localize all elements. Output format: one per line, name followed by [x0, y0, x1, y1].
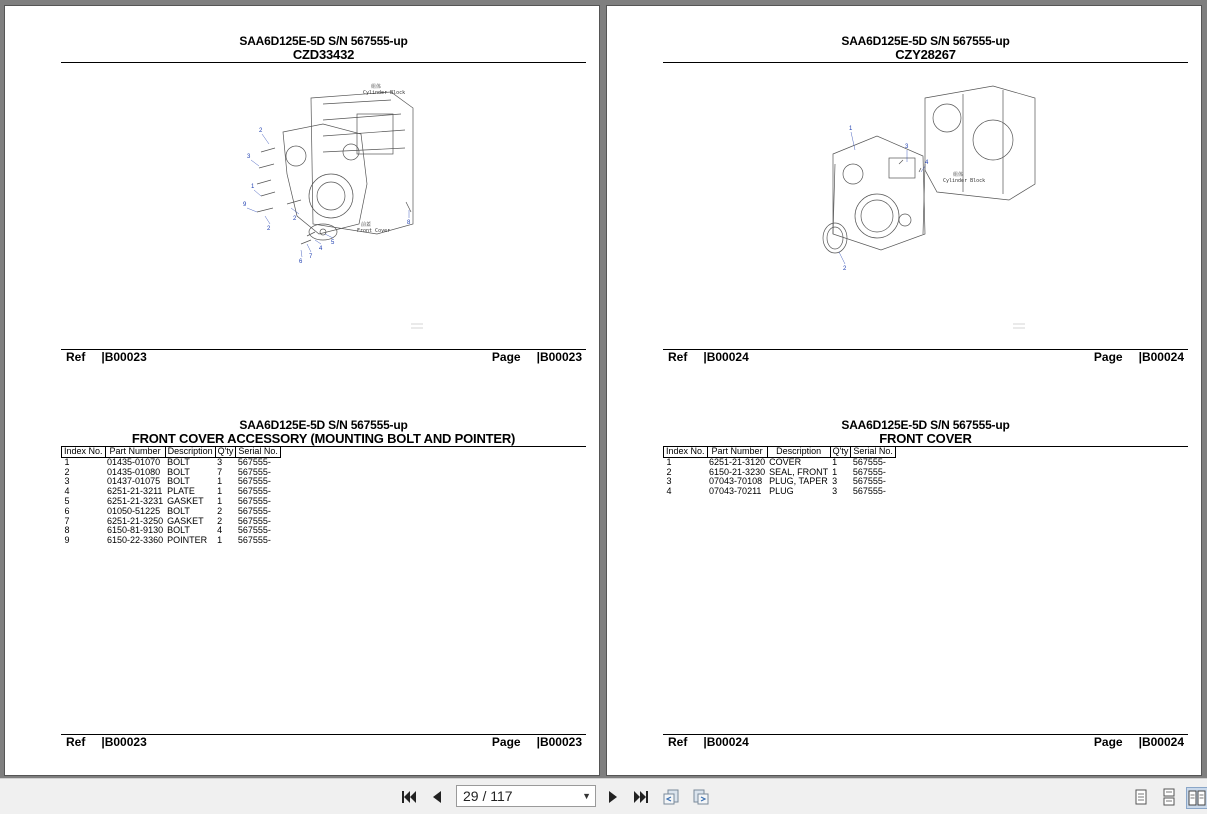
serial-cell: 567555- — [852, 476, 886, 487]
index-cell: 7 — [64, 515, 70, 526]
quantity-cell: 1 — [217, 535, 223, 546]
chevron-down-icon: ▼ — [582, 791, 591, 801]
serial-cell: 567555- — [237, 486, 271, 497]
go-forward-icon — [692, 788, 710, 806]
first-page-icon — [400, 788, 418, 806]
serial-cell: 567555- — [237, 505, 271, 516]
parts-table — [663, 446, 896, 497]
callout-1: 1 — [251, 184, 255, 190]
model-title: SAA6D125E-5D S/N 567555-up — [239, 34, 408, 48]
serial-cell: 567555- — [237, 476, 271, 487]
table-row — [664, 487, 896, 497]
quantity-cell: 2 — [217, 505, 223, 516]
go-forward-button[interactable] — [692, 788, 710, 806]
quantity-cell: 1 — [217, 476, 223, 487]
part-number-cell: 01437-01075 — [107, 476, 161, 487]
page-field: Page |B00024 — [1093, 735, 1184, 749]
description-cell: GASKET — [167, 515, 204, 526]
previous-page-icon — [428, 788, 446, 806]
last-page-icon — [632, 788, 650, 806]
column-header: Part Number — [105, 447, 165, 458]
two-page-view-icon — [1188, 789, 1206, 807]
callout-2c: 2 — [293, 216, 297, 222]
callout-5: 5 — [331, 240, 335, 246]
quantity-cell: 7 — [217, 466, 223, 477]
description-cell: BOLT — [167, 456, 190, 467]
parts-footer — [663, 734, 1188, 750]
part-number-cell: 6150-81-9130 — [107, 525, 164, 536]
callout-8: 8 — [407, 220, 411, 226]
index-cell: 5 — [64, 495, 70, 506]
description-cell: BOLT — [167, 466, 190, 477]
serial-cell: 567555- — [852, 456, 886, 467]
part-number-cell: 6150-22-3360 — [107, 535, 164, 546]
index-cell: 6 — [64, 505, 70, 516]
callout-7: 7 — [309, 254, 313, 260]
column-header: Index No. — [62, 447, 106, 458]
callout-2: 2 — [843, 266, 847, 272]
go-back-icon — [662, 788, 680, 806]
viewer-toolbar — [0, 778, 1207, 814]
parts-model-title: SAA6D125E-5D S/N 567555-up — [841, 418, 1010, 432]
front-cover-label-jp: 前蓋 — [361, 222, 372, 228]
callout-9: 9 — [243, 202, 247, 208]
document-page-left — [4, 5, 600, 776]
description-cell: GASKET — [167, 495, 204, 506]
index-cell: 3 — [666, 476, 672, 487]
single-page-view-icon — [1132, 788, 1150, 806]
page-indicator: 29 / 117 — [463, 788, 513, 804]
diagram-header — [61, 34, 586, 62]
index-cell: 9 — [64, 535, 70, 546]
page-field: Page |B00023 — [491, 350, 582, 364]
quantity-cell: 3 — [217, 456, 223, 467]
illustration-code: CZD33432 — [292, 47, 355, 62]
callout-1: 1 — [849, 126, 853, 132]
illustration-code: CZY28267 — [895, 47, 956, 62]
diagram-footer — [61, 349, 586, 365]
description-cell: PLATE — [167, 486, 195, 497]
exploded-diagram — [61, 74, 586, 354]
next-page-icon — [604, 788, 622, 806]
quantity-cell: 3 — [832, 486, 838, 497]
serial-cell: 567555- — [237, 456, 271, 467]
single-page-view-button[interactable] — [1132, 788, 1150, 806]
column-header: Q'ty — [830, 447, 851, 458]
part-number-cell: 01050-51225 — [107, 505, 161, 516]
callout-3: 3 — [905, 144, 909, 150]
description-cell: SEAL, FRONT — [769, 466, 829, 477]
index-cell: 8 — [64, 525, 70, 536]
part-number-cell: 6251-21-3231 — [107, 495, 164, 506]
callout-6: 6 — [299, 259, 303, 265]
table-row — [62, 536, 281, 546]
parts-header — [61, 418, 586, 446]
serial-cell: 567555- — [237, 535, 271, 546]
ref-field: Ref |B00024 — [668, 350, 749, 364]
quantity-cell: 1 — [217, 486, 223, 497]
header-rule — [663, 62, 1188, 63]
parts-footer — [61, 734, 586, 750]
parts-header — [663, 418, 1188, 446]
index-cell: 3 — [64, 476, 70, 487]
ref-field: Ref |B00024 — [668, 735, 749, 749]
description-cell: POINTER — [167, 535, 208, 546]
column-header: Serial No. — [236, 447, 281, 458]
quantity-cell: 1 — [832, 466, 838, 477]
column-header: Part Number — [707, 447, 767, 458]
cylinder-block-label: Cylinder Block — [363, 90, 406, 96]
last-page-button[interactable] — [632, 788, 650, 806]
exploded-diagram — [663, 74, 1188, 354]
front-cover-drawing — [663, 74, 1188, 354]
page-number-select[interactable] — [456, 785, 596, 807]
quantity-cell: 1 — [217, 495, 223, 506]
page-field: Page |B00023 — [491, 735, 582, 749]
previous-page-button[interactable] — [428, 788, 446, 806]
index-cell: 2 — [666, 466, 672, 477]
callout-2: 2 — [259, 128, 263, 134]
engine-front-cover-drawing — [61, 74, 586, 354]
continuous-view-icon — [1160, 788, 1178, 806]
parts-table — [61, 446, 281, 546]
header-rule — [61, 62, 586, 63]
parts-section-title: FRONT COVER ACCESSORY (MOUNTING BOLT AND POINTER) — [131, 431, 516, 446]
part-number-cell: 6150-21-3230 — [709, 466, 766, 477]
index-cell: 4 — [64, 486, 70, 497]
callout-3: 3 — [247, 154, 251, 160]
index-cell: 4 — [666, 486, 672, 497]
diagram-header — [663, 34, 1188, 62]
continuous-view-button[interactable] — [1160, 788, 1178, 806]
serial-cell: 567555- — [237, 515, 271, 526]
parts-section-title: FRONT COVER — [879, 431, 972, 446]
serial-cell: 567555- — [237, 466, 271, 477]
part-number-cell: 01435-01080 — [107, 466, 161, 477]
column-header: Description — [767, 447, 830, 458]
parts-model-title: SAA6D125E-5D S/N 567555-up — [239, 418, 408, 432]
cylinder-block-label-jp: 組体 — [953, 172, 964, 178]
serial-cell: 567555- — [237, 495, 271, 506]
ref-field: Ref |B00023 — [66, 735, 147, 749]
serial-cell: 567555- — [852, 466, 886, 477]
description-cell: BOLT — [167, 505, 190, 516]
column-header: Index No. — [664, 447, 708, 458]
two-page-view-button[interactable] — [1186, 787, 1207, 809]
serial-cell: 567555- — [852, 486, 886, 497]
description-cell: PLUG — [769, 486, 794, 497]
description-cell: BOLT — [167, 525, 190, 536]
description-cell: COVER — [769, 456, 802, 467]
ref-field: Ref |B00023 — [66, 350, 147, 364]
part-number-cell: 6251-21-3250 — [107, 515, 164, 526]
next-page-button[interactable] — [604, 788, 622, 806]
quantity-cell: 1 — [832, 456, 838, 467]
diagram-footer — [663, 349, 1188, 365]
front-cover-label: Front Cover — [357, 228, 391, 234]
part-number-cell: 07043-70211 — [709, 486, 762, 497]
quantity-cell: 2 — [217, 515, 223, 526]
callout-4: 4 — [319, 246, 323, 252]
callout-4: 4 — [925, 160, 929, 166]
column-header: Q'ty — [215, 447, 236, 458]
index-cell: 1 — [666, 456, 672, 467]
part-number-cell: 01435-01070 — [107, 456, 161, 467]
page-field: Page |B00024 — [1093, 350, 1184, 364]
model-title: SAA6D125E-5D S/N 567555-up — [841, 34, 1010, 48]
part-number-cell: 07043-70108 — [709, 476, 763, 487]
column-header: Serial No. — [851, 447, 896, 458]
cylinder-block-label-jp: 組体 — [371, 84, 382, 90]
description-cell: PLUG, TAPER — [769, 476, 828, 487]
column-header: Description — [165, 447, 215, 458]
go-back-button[interactable] — [662, 788, 680, 806]
description-cell: BOLT — [167, 476, 190, 487]
part-number-cell: 6251-21-3120 — [709, 456, 766, 467]
index-cell: 2 — [64, 466, 70, 477]
first-page-button[interactable] — [400, 788, 418, 806]
callout-2b: 2 — [267, 226, 271, 232]
document-page-right — [606, 5, 1202, 776]
quantity-cell: 4 — [217, 525, 223, 536]
index-cell: 1 — [64, 456, 70, 467]
serial-cell: 567555- — [237, 525, 271, 536]
part-number-cell: 6251-21-3211 — [107, 486, 163, 497]
quantity-cell: 3 — [832, 476, 838, 487]
cylinder-block-label: Cylinder Block — [943, 178, 986, 184]
